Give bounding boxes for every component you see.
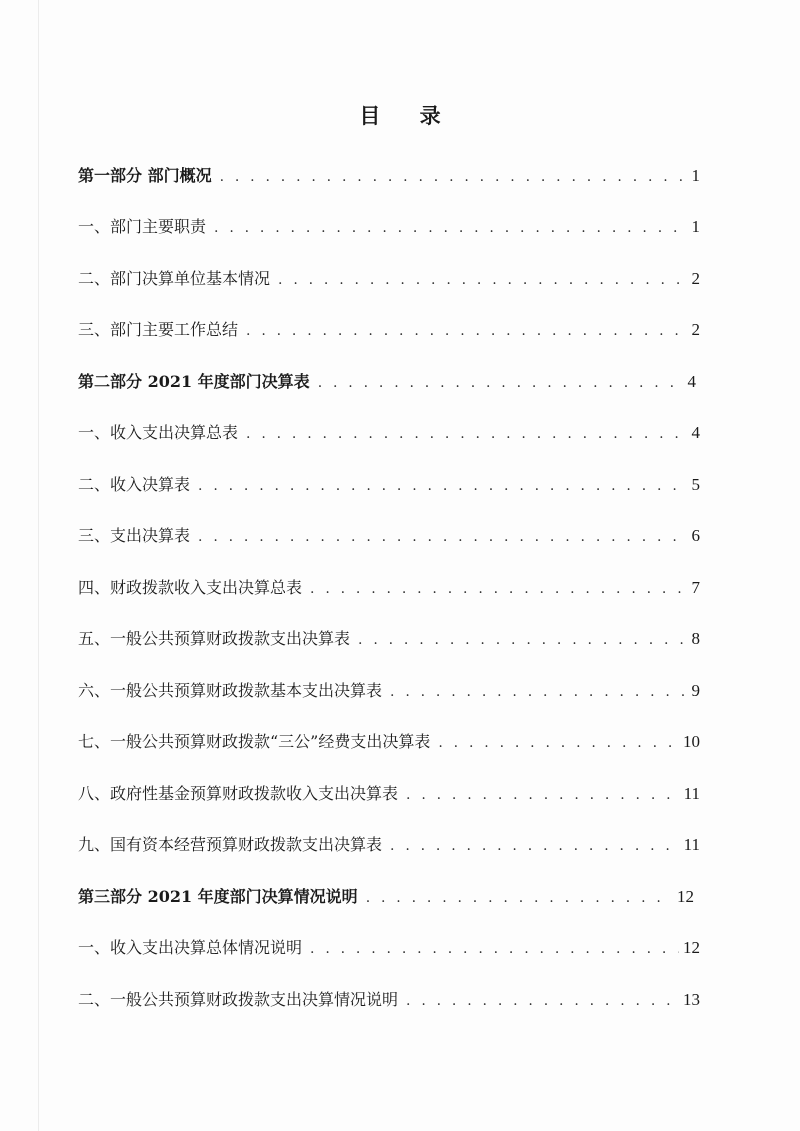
toc-entry-text: 一、收入支出决算总表 [78,423,239,442]
toc-page-number: 12 [683,938,700,957]
toc-page-number: 6 [691,526,700,545]
toc-entry-text: 四、财政拨款收入支出决算总表 [78,578,303,597]
toc-leader-dots [246,421,687,447]
toc-entry-text: 第二部分 2021 年度部门决算表 [78,372,310,391]
toc-leader-dots [390,833,680,859]
toc-page-number: 4 [687,372,696,391]
toc-leader-dots [390,679,687,705]
toc-entry[interactable] [78,729,700,755]
toc-page-number: 2 [691,320,700,339]
toc-entry-text: 第一部分 部门概况 [78,166,212,185]
toc-entry[interactable] [78,626,700,652]
toc-page-number: 10 [683,732,700,751]
toc-entry-text: 第三部分 2021 年度部门决算情况说明 [78,887,358,906]
toc-leader-dots [220,164,688,190]
toc-entry-text: 七、一般公共预算财政拨款“三公”经费支出决算表 [78,732,431,751]
toc-entry[interactable] [78,678,700,704]
toc-leader-dots [246,318,687,344]
toc-entry[interactable] [78,884,694,910]
toc-entry[interactable] [78,575,700,601]
toc-page-number: 12 [677,887,694,906]
toc-page-number: 7 [691,578,700,597]
toc-entry-text: 九、国有资本经营预算财政拨款支出决算表 [78,835,383,854]
toc-leader-dots [318,370,684,396]
toc-page-number: 8 [691,629,700,648]
toc-entry[interactable] [78,523,700,549]
toc-entry-text: 三、部门主要工作总结 [78,320,239,339]
toc-entry[interactable] [78,420,700,446]
toc-entry-text: 二、收入决算表 [78,475,191,494]
toc-entry-text: 六、一般公共预算财政拨款基本支出决算表 [78,681,383,700]
toc-leader-dots [310,936,679,962]
toc-entry[interactable] [78,781,700,807]
page-edge-shadow [38,0,39,1131]
toc-page-number: 2 [691,269,700,288]
toc-leader-dots [366,885,673,911]
toc-entry-text: 一、收入支出决算总体情况说明 [78,938,303,957]
toc-entry[interactable] [78,935,700,961]
toc-entry-text: 八、政府性基金预算财政拨款收入支出决算表 [78,784,399,803]
toc-leader-dots [406,782,680,808]
toc-page-number: 9 [691,681,700,700]
toc-leader-dots [406,988,679,1014]
toc-page-number: 5 [691,475,700,494]
toc-page-number: 13 [683,990,700,1009]
toc-entry[interactable] [78,317,700,343]
toc-entry[interactable] [78,987,700,1013]
toc-leader-dots [358,627,687,653]
toc-page-number: 4 [691,423,700,442]
toc-entry-text: 五、一般公共预算财政拨款支出决算表 [78,629,351,648]
toc-leader-dots [198,473,687,499]
toc-leader-dots [310,576,687,602]
toc-page-number: 11 [683,835,700,854]
toc-leader-dots [214,215,687,241]
toc-page-number: 1 [691,166,700,185]
toc-entry[interactable] [78,472,700,498]
toc-entry[interactable] [78,214,700,240]
toc-page-number: 11 [683,784,700,803]
toc-title: 目 录 [359,103,457,128]
toc-entry[interactable] [78,163,700,189]
toc-entry-text: 二、部门决算单位基本情况 [78,269,271,288]
toc-entry[interactable] [78,369,696,395]
toc-leader-dots [438,730,679,756]
toc-entry[interactable] [78,266,700,292]
toc-entry[interactable] [78,832,700,858]
toc-leader-dots [278,267,687,293]
toc-leader-dots [198,524,687,550]
toc-page-number: 1 [691,217,700,236]
toc-entry-text: 一、部门主要职责 [78,217,207,236]
toc-entry-text: 三、支出决算表 [78,526,191,545]
toc-entry-text: 二、一般公共预算财政拨款支出决算情况说明 [78,990,399,1009]
